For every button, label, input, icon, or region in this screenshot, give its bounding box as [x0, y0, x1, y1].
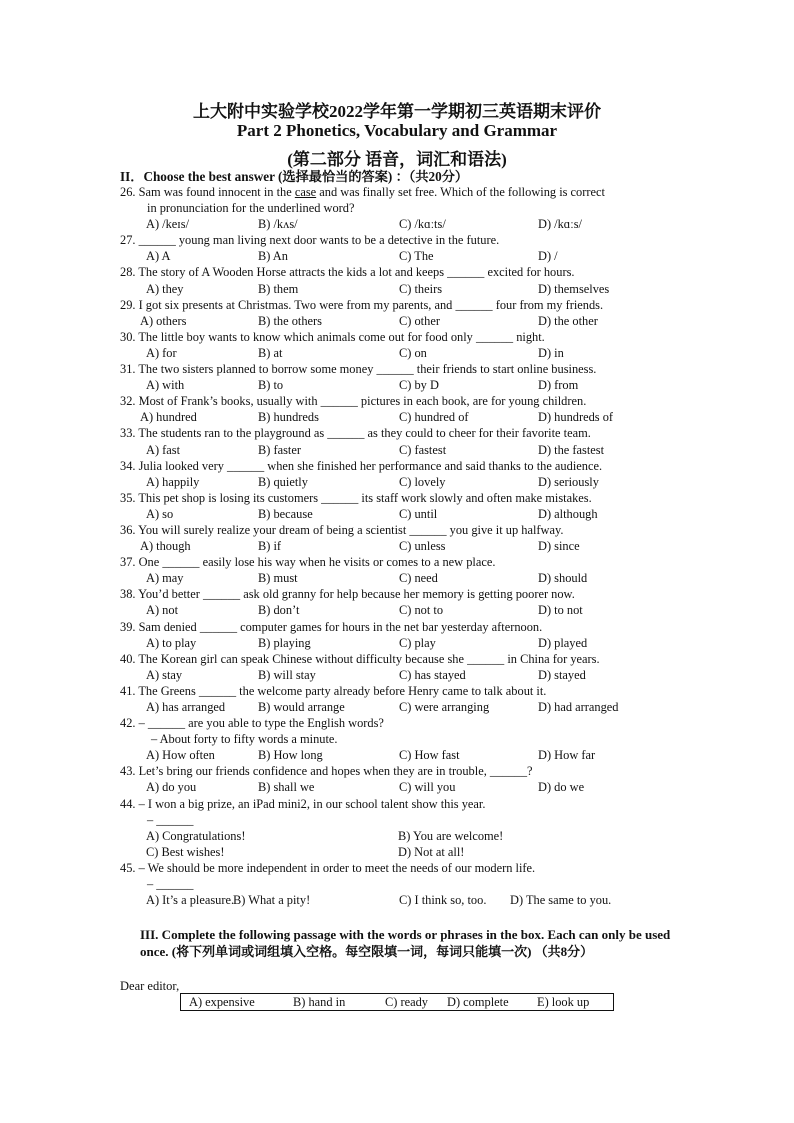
- question-40: [120, 651, 680, 683]
- option-a[interactable]: A) It’s a pleasure.: [146, 893, 235, 908]
- exam-title-cn: 上大附中实验学校2022学年第一学期初三英语期末评价: [193, 102, 601, 121]
- options-row: [120, 828, 680, 844]
- option-a[interactable]: A) to play: [146, 635, 197, 650]
- option-a[interactable]: A) they: [146, 281, 184, 296]
- option-a[interactable]: A) How often: [146, 748, 215, 763]
- question-stem: 28. The story of A Wooden Horse attracts the kids a lot and keeps ______ excited for hours.: [120, 265, 575, 280]
- option-a[interactable]: A) do you: [146, 780, 197, 795]
- question-34: [120, 458, 680, 490]
- question-44: [120, 796, 680, 860]
- option-b[interactable]: B) How long: [258, 748, 323, 763]
- option-b[interactable]: B) What a pity!: [233, 893, 311, 908]
- options-row: [120, 409, 680, 425]
- question-stem: 36. You will surely realize your dream of being a scientist ______ you give it up halfway.: [120, 522, 564, 537]
- option-d[interactable]: D) The same to you.: [510, 893, 612, 908]
- option-c[interactable]: C) How fast: [399, 748, 460, 763]
- option-a[interactable]: A) may: [146, 571, 184, 586]
- option-a[interactable]: A) happily: [146, 474, 200, 489]
- option-a[interactable]: A) not: [146, 603, 179, 618]
- question-42: [120, 715, 680, 763]
- option-c[interactable]: C) fastest: [399, 442, 447, 457]
- question-stem: 39. Sam denied ______ computer games for hours in the net bar yesterday afternoon.: [120, 619, 543, 634]
- option-d[interactable]: D) from: [538, 378, 579, 393]
- dialog-reply-blank: – ______: [147, 812, 194, 827]
- option-a[interactable]: A) Congratulations!: [146, 828, 246, 843]
- option-c[interactable]: C) on: [399, 345, 427, 360]
- options-row: [120, 892, 680, 908]
- question-stem: 32. Most of Frank’s books, usually with ______ pictures in each book, are for young children.: [120, 394, 587, 409]
- option-a[interactable]: A) others: [140, 313, 187, 328]
- question-33: [120, 425, 680, 457]
- option-a[interactable]: A) for: [146, 345, 177, 360]
- option-c[interactable]: C) not to: [399, 603, 444, 618]
- word-box: [180, 993, 614, 1011]
- option-b[interactable]: B) playing: [258, 635, 311, 650]
- option-a[interactable]: A) with: [146, 378, 185, 393]
- option-c[interactable]: C) other: [399, 313, 440, 328]
- option-c[interactable]: C) I think so, too.: [399, 893, 487, 908]
- word-option-d: D) complete: [447, 995, 509, 1009]
- question-stem: 34. Julia looked very ______ when she finished her performance and said thanks to the audience.: [120, 458, 603, 473]
- question-stem: 42. – ______ are you able to type the English words?: [120, 716, 384, 731]
- question-36: [120, 522, 680, 554]
- question-stem: 30. The little boy wants to know which animals come out for food only ______ night.: [120, 329, 545, 344]
- option-d[interactable]: D) since: [538, 539, 580, 554]
- option-d[interactable]: D) themselves: [538, 281, 610, 296]
- option-b[interactable]: B) at: [258, 345, 283, 360]
- question-37: [120, 554, 680, 586]
- option-c[interactable]: C) /kɑːts/: [399, 217, 446, 232]
- option-a[interactable]: A) fast: [146, 442, 181, 457]
- options-row: [120, 635, 680, 651]
- question-41: [120, 683, 680, 715]
- word-option-e: E) look up: [537, 995, 590, 1009]
- options-row: [120, 667, 680, 683]
- options-row: [120, 570, 680, 586]
- options-row: [120, 281, 680, 297]
- option-d[interactable]: D) should: [538, 571, 588, 586]
- option-b[interactable]: B) hundreds: [258, 410, 319, 425]
- option-c[interactable]: C) has stayed: [399, 667, 466, 682]
- option-b[interactable]: B) them: [258, 281, 299, 296]
- option-b[interactable]: B) An: [258, 249, 288, 264]
- option-c[interactable]: C) theirs: [399, 281, 443, 296]
- question-stem: 40. The Korean girl can speak Chinese without difficulty because she ______ in China for years.: [120, 651, 600, 666]
- underlined-word: case: [294, 185, 317, 199]
- question-stem: 33. The students ran to the playground as ______ as they could to cheer for their favorite team.: [120, 426, 591, 441]
- question-29: [120, 297, 680, 329]
- option-c[interactable]: C) play: [399, 635, 436, 650]
- question-stem: 37. One ______ easily lose his way when he visits or comes to a new place.: [120, 555, 496, 570]
- question-27: [120, 232, 680, 264]
- option-c[interactable]: C) The: [399, 249, 434, 264]
- option-d[interactable]: D) hundreds of: [538, 410, 614, 425]
- options-row: [120, 747, 680, 763]
- option-a[interactable]: A) so: [146, 506, 174, 521]
- option-a[interactable]: A) has arranged: [146, 700, 226, 714]
- options-row: [120, 442, 680, 458]
- option-a[interactable]: A) hundred: [140, 410, 197, 425]
- options-row: [120, 779, 680, 795]
- option-c[interactable]: C) hundred of: [399, 410, 469, 425]
- question-28: [120, 264, 680, 296]
- exam-subtitle: (第二部分 语音，词汇和语法): [287, 150, 507, 169]
- option-c[interactable]: C) Best wishes!: [146, 844, 225, 859]
- dialog-reply: – About forty to fifty words a minute.: [151, 732, 338, 747]
- option-c[interactable]: C) unless: [399, 539, 446, 554]
- option-c[interactable]: C) by D: [399, 378, 439, 393]
- question-stem-line2: in pronunciation for the underlined word?: [147, 201, 355, 216]
- option-a[interactable]: A) /keɪs/: [146, 217, 190, 232]
- option-b[interactable]: B) the others: [258, 313, 323, 328]
- options-row: [120, 474, 680, 490]
- question-stem-cont: and was finally set free. Which of the following is correct: [316, 185, 605, 199]
- option-c[interactable]: C) need: [399, 571, 438, 586]
- option-a[interactable]: A) A: [146, 249, 171, 264]
- question-stem: 41. The Greens ______ the welcome party already before Henry came to talk about it.: [120, 683, 547, 698]
- options-row: [120, 844, 680, 860]
- option-d[interactable]: D) played: [538, 635, 588, 650]
- options-row: [120, 313, 680, 329]
- word-option-a: A) expensive: [189, 995, 255, 1009]
- question-stem: 31. The two sisters planned to borrow some money ______ their friends to start online business.: [120, 362, 597, 377]
- option-d[interactable]: D) seriously: [538, 474, 599, 489]
- question-stem: 43. Let’s bring our friends confidence and hopes when they are in trouble, ______?: [120, 764, 533, 779]
- options-row: [120, 248, 680, 264]
- option-c[interactable]: C) until: [399, 506, 438, 521]
- option-c[interactable]: C) will you: [399, 780, 456, 795]
- options-row: [120, 345, 680, 361]
- options-row: [120, 377, 680, 393]
- question-stem: 38. You’d better ______ ask old granny for help because her memory is getting poorer now.: [120, 587, 575, 602]
- option-b[interactable]: B) don’t: [258, 603, 300, 618]
- question-stem: 26. Sam was found innocent in the: [120, 185, 295, 199]
- option-c[interactable]: C) lovely: [399, 474, 446, 489]
- question-26: [120, 184, 680, 232]
- option-a[interactable]: A) though: [140, 539, 191, 554]
- question-45: [120, 860, 680, 908]
- option-b[interactable]: B) will stay: [258, 667, 316, 682]
- option-d[interactable]: D) the other: [538, 313, 598, 328]
- dialog-reply-blank: – ______: [147, 877, 194, 892]
- option-b[interactable]: B) because: [258, 506, 313, 521]
- option-d[interactable]: D) had arranged: [538, 700, 619, 714]
- option-b[interactable]: B) You are welcome!: [398, 828, 504, 843]
- option-b[interactable]: B) if: [258, 539, 282, 554]
- options-row: [120, 216, 680, 232]
- question-stem: 44. – I won a big prize, an iPad mini2, in our school talent show this year.: [120, 796, 486, 811]
- options-row: [120, 538, 680, 554]
- options-row: [120, 699, 680, 715]
- option-d[interactable]: D) to not: [538, 603, 583, 618]
- question-39: [120, 619, 680, 651]
- option-d[interactable]: D) in: [538, 345, 564, 360]
- options-row: [120, 602, 680, 618]
- option-b[interactable]: B) quietly: [258, 474, 308, 489]
- option-d[interactable]: D) do we: [538, 780, 585, 795]
- option-a[interactable]: A) stay: [146, 667, 183, 682]
- option-b[interactable]: B) faster: [258, 442, 302, 457]
- option-d[interactable]: D) although: [538, 506, 598, 521]
- options-row: [120, 506, 680, 522]
- question-stem: 35. This pet shop is losing its customers ______ its staff work slowly and often make mistakes.: [120, 490, 592, 505]
- exam-title-en: Part 2 Phonetics, Vocabulary and Grammar: [236, 121, 558, 140]
- question-list: [120, 184, 680, 908]
- section-3-heading: III. Complete the following passage with the words or phrases in the box. Each can only be used once. (将下列单词或词组填入空格。每空限填一词，每词只能填一次) （共8分）: [140, 927, 671, 959]
- option-d[interactable]: D) Not at all!: [398, 844, 465, 859]
- option-d[interactable]: D) stayed: [538, 667, 586, 682]
- letter-greeting: Dear editor,: [120, 979, 180, 993]
- word-option-c: C) ready: [385, 995, 429, 1009]
- question-32: [120, 393, 680, 425]
- question-31: [120, 361, 680, 393]
- question-stem: 45. – We should be more independent in order to meet the needs of our modern life.: [120, 860, 536, 875]
- option-b[interactable]: B) must: [258, 571, 298, 586]
- question-stem: 27. ______ young man living next door wants to be a detective in the future.: [120, 233, 500, 248]
- question-stem: 29. I got six presents at Christmas. Two were from my parents, and ______ four from my friends.: [120, 297, 604, 312]
- option-d[interactable]: D) How far: [538, 748, 596, 763]
- option-b[interactable]: B) to: [258, 378, 284, 393]
- option-b[interactable]: B) would arrange: [258, 700, 345, 714]
- option-b[interactable]: B) /kʌs/: [258, 217, 298, 232]
- question-38: [120, 586, 680, 618]
- question-43: [120, 763, 680, 795]
- word-option-b: B) hand in: [293, 995, 346, 1009]
- question-35: [120, 490, 680, 522]
- option-b[interactable]: B) shall we: [258, 780, 315, 795]
- option-d[interactable]: D) the fastest: [538, 442, 605, 457]
- question-30: [120, 329, 680, 361]
- option-d[interactable]: D) /kɑːs/: [538, 217, 582, 232]
- option-d[interactable]: D) /: [538, 249, 558, 264]
- section-2-heading: II．Choose the best answer (选择最恰当的答案) ：（共20分）: [120, 169, 469, 184]
- option-c[interactable]: C) were arranging: [399, 700, 490, 714]
